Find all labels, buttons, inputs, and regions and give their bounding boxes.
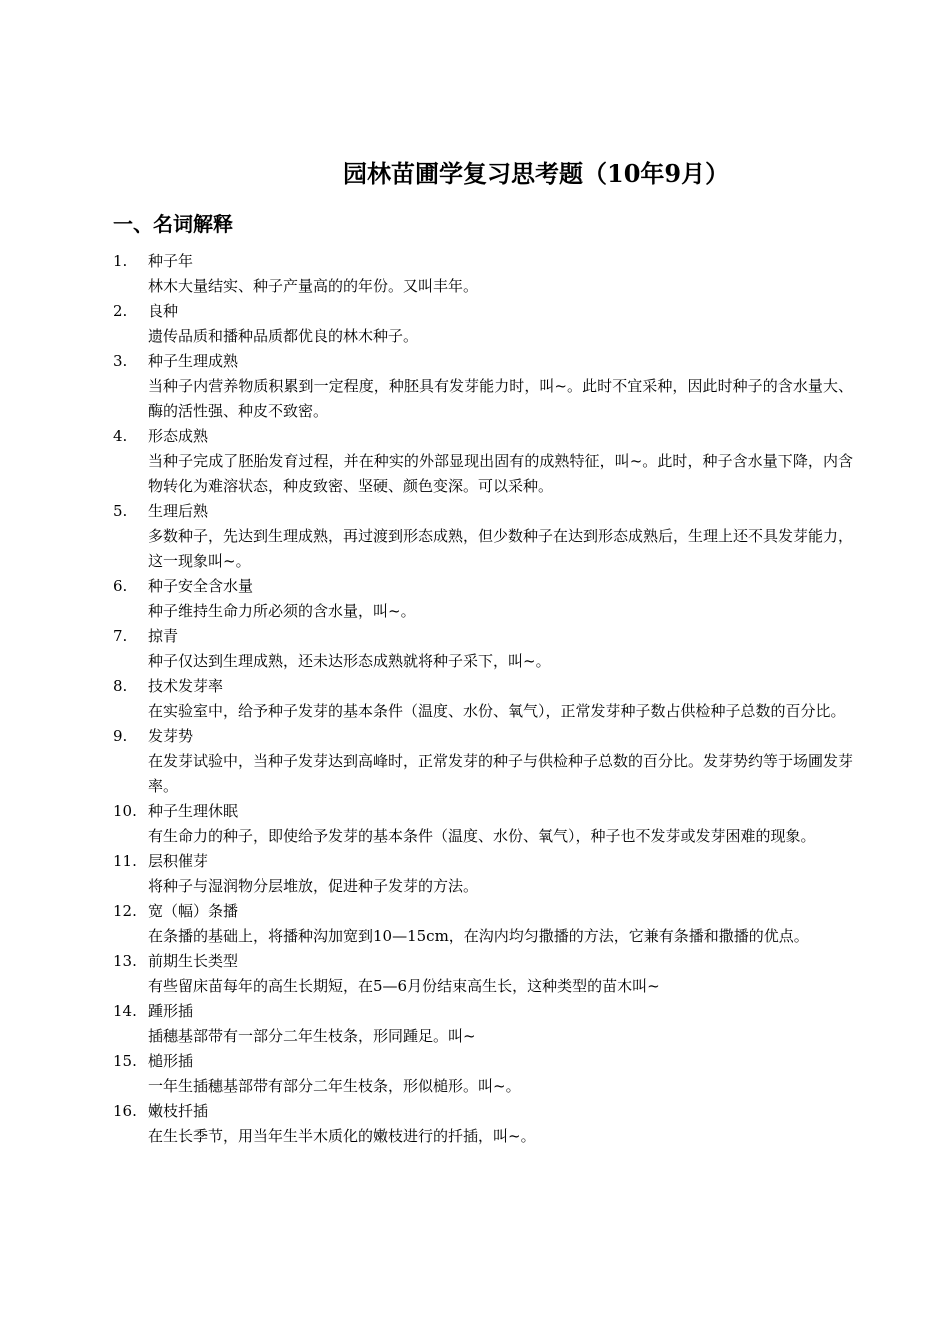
list-item [113,1099,853,1149]
term-name: 种子安全含水量 [148,577,254,595]
item-number: 16. [113,1102,137,1120]
list-item [113,624,853,674]
list-item [113,999,853,1049]
term-name: 形态成熟 [148,427,209,445]
section-heading: 一、名词解释 [113,212,233,236]
term-name: 技术发芽率 [148,677,224,695]
term-name: 种子生理成熟 [148,352,239,370]
list-item [113,349,853,424]
item-number: 4. [113,427,128,445]
term-list [113,249,853,1149]
term-definition: 种子维持生命力所必须的含水量，叫~。 [148,602,416,620]
term-name: 掠青 [148,627,179,645]
term-definition: 插穗基部带有一部分二年生枝条，形同踵足。叫~ [148,1027,476,1045]
term-name: 前期生长类型 [148,952,239,970]
term-definition: 当种子内营养物质积累到一定程度，种胚具有发芽能力时，叫~。此时不宜采种，因此时种子的含水量大、酶的活性强、种皮不致密。 [148,377,853,420]
item-number: 10. [113,802,137,820]
list-item [113,424,853,499]
page-title: 园林苗圃学复习思考题（10年9月） [343,159,730,188]
item-number: 8. [113,677,128,695]
item-number: 5. [113,502,128,520]
term-definition: 将种子与湿润物分层堆放，促进种子发芽的方法。 [148,877,479,895]
term-name: 良种 [148,302,179,320]
item-number: 6. [113,577,128,595]
list-item [113,799,853,849]
list-item [113,499,853,574]
term-name: 层积催芽 [148,852,209,870]
item-number: 14. [113,1002,137,1020]
term-definition: 林木大量结实、种子产量高的的年份。又叫丰年。 [148,277,479,295]
term-name: 生理后熟 [148,502,209,520]
term-definition: 有些留床苗每年的高生长期短，在5—6月份结束高生长，这种类型的苗木叫~ [148,977,660,995]
item-number: 9. [113,727,128,745]
item-number: 7. [113,627,128,645]
item-number: 1. [113,252,128,270]
term-name: 种子生理休眠 [148,802,239,820]
term-definition: 在发芽试验中，当种子发芽达到高峰时，正常发芽的种子与供检种子总数的百分比。发芽势约等于场圃发芽率。 [148,752,854,795]
term-definition: 种子仅达到生理成熟，还未达形态成熟就将种子采下，叫~。 [148,652,551,670]
term-definition: 一年生插穗基部带有部分二年生枝条，形似槌形。叫~。 [148,1077,521,1095]
term-definition: 有生命力的种子，即使给予发芽的基本条件（温度、水份、氧气），种子也不发芽或发芽困难的现象。 [148,827,816,845]
item-number: 13. [113,952,137,970]
list-item [113,574,853,624]
list-item [113,849,853,899]
item-number: 2. [113,302,128,320]
term-name: 宽（幅）条播 [148,902,239,920]
term-definition: 多数种子，先达到生理成熟，再过渡到形态成熟，但少数种子在达到形态成熟后，生理上还不具发芽能力，这一现象叫~。 [148,527,854,570]
list-item [113,899,853,949]
term-definition: 在条播的基础上，将播种沟加宽到10—15cm，在沟内均匀撒播的方法，它兼有条播和撒播的优点。 [148,927,809,945]
item-number: 11. [113,852,137,870]
term-name: 种子年 [148,252,194,270]
term-name: 嫩枝扦插 [148,1102,209,1120]
item-number: 15. [113,1052,137,1070]
item-number: 12. [113,902,137,920]
list-item [113,249,853,299]
list-item [113,1049,853,1099]
term-name: 踵形插 [148,1002,194,1020]
term-definition: 在生长季节，用当年生半木质化的嫩枝进行的扦插，叫~。 [148,1127,536,1145]
list-item [113,949,853,999]
item-number: 3. [113,352,128,370]
list-item [113,299,853,349]
list-item [113,674,853,724]
term-definition: 当种子完成了胚胎发育过程，并在种实的外部显现出固有的成熟特征，叫~。此时，种子含水量下降，内含物转化为难溶状态，种皮致密、坚硬、颜色变深。可以采种。 [148,452,853,495]
term-name: 槌形插 [148,1052,194,1070]
term-definition: 遗传品质和播种品质都优良的林木种子。 [148,327,419,345]
term-definition: 在实验室中，给予种子发芽的基本条件（温度、水份、氧气），正常发芽种子数占供检种子总数的百分比。 [148,702,846,720]
list-item [113,724,853,799]
term-name: 发芽势 [148,727,194,745]
